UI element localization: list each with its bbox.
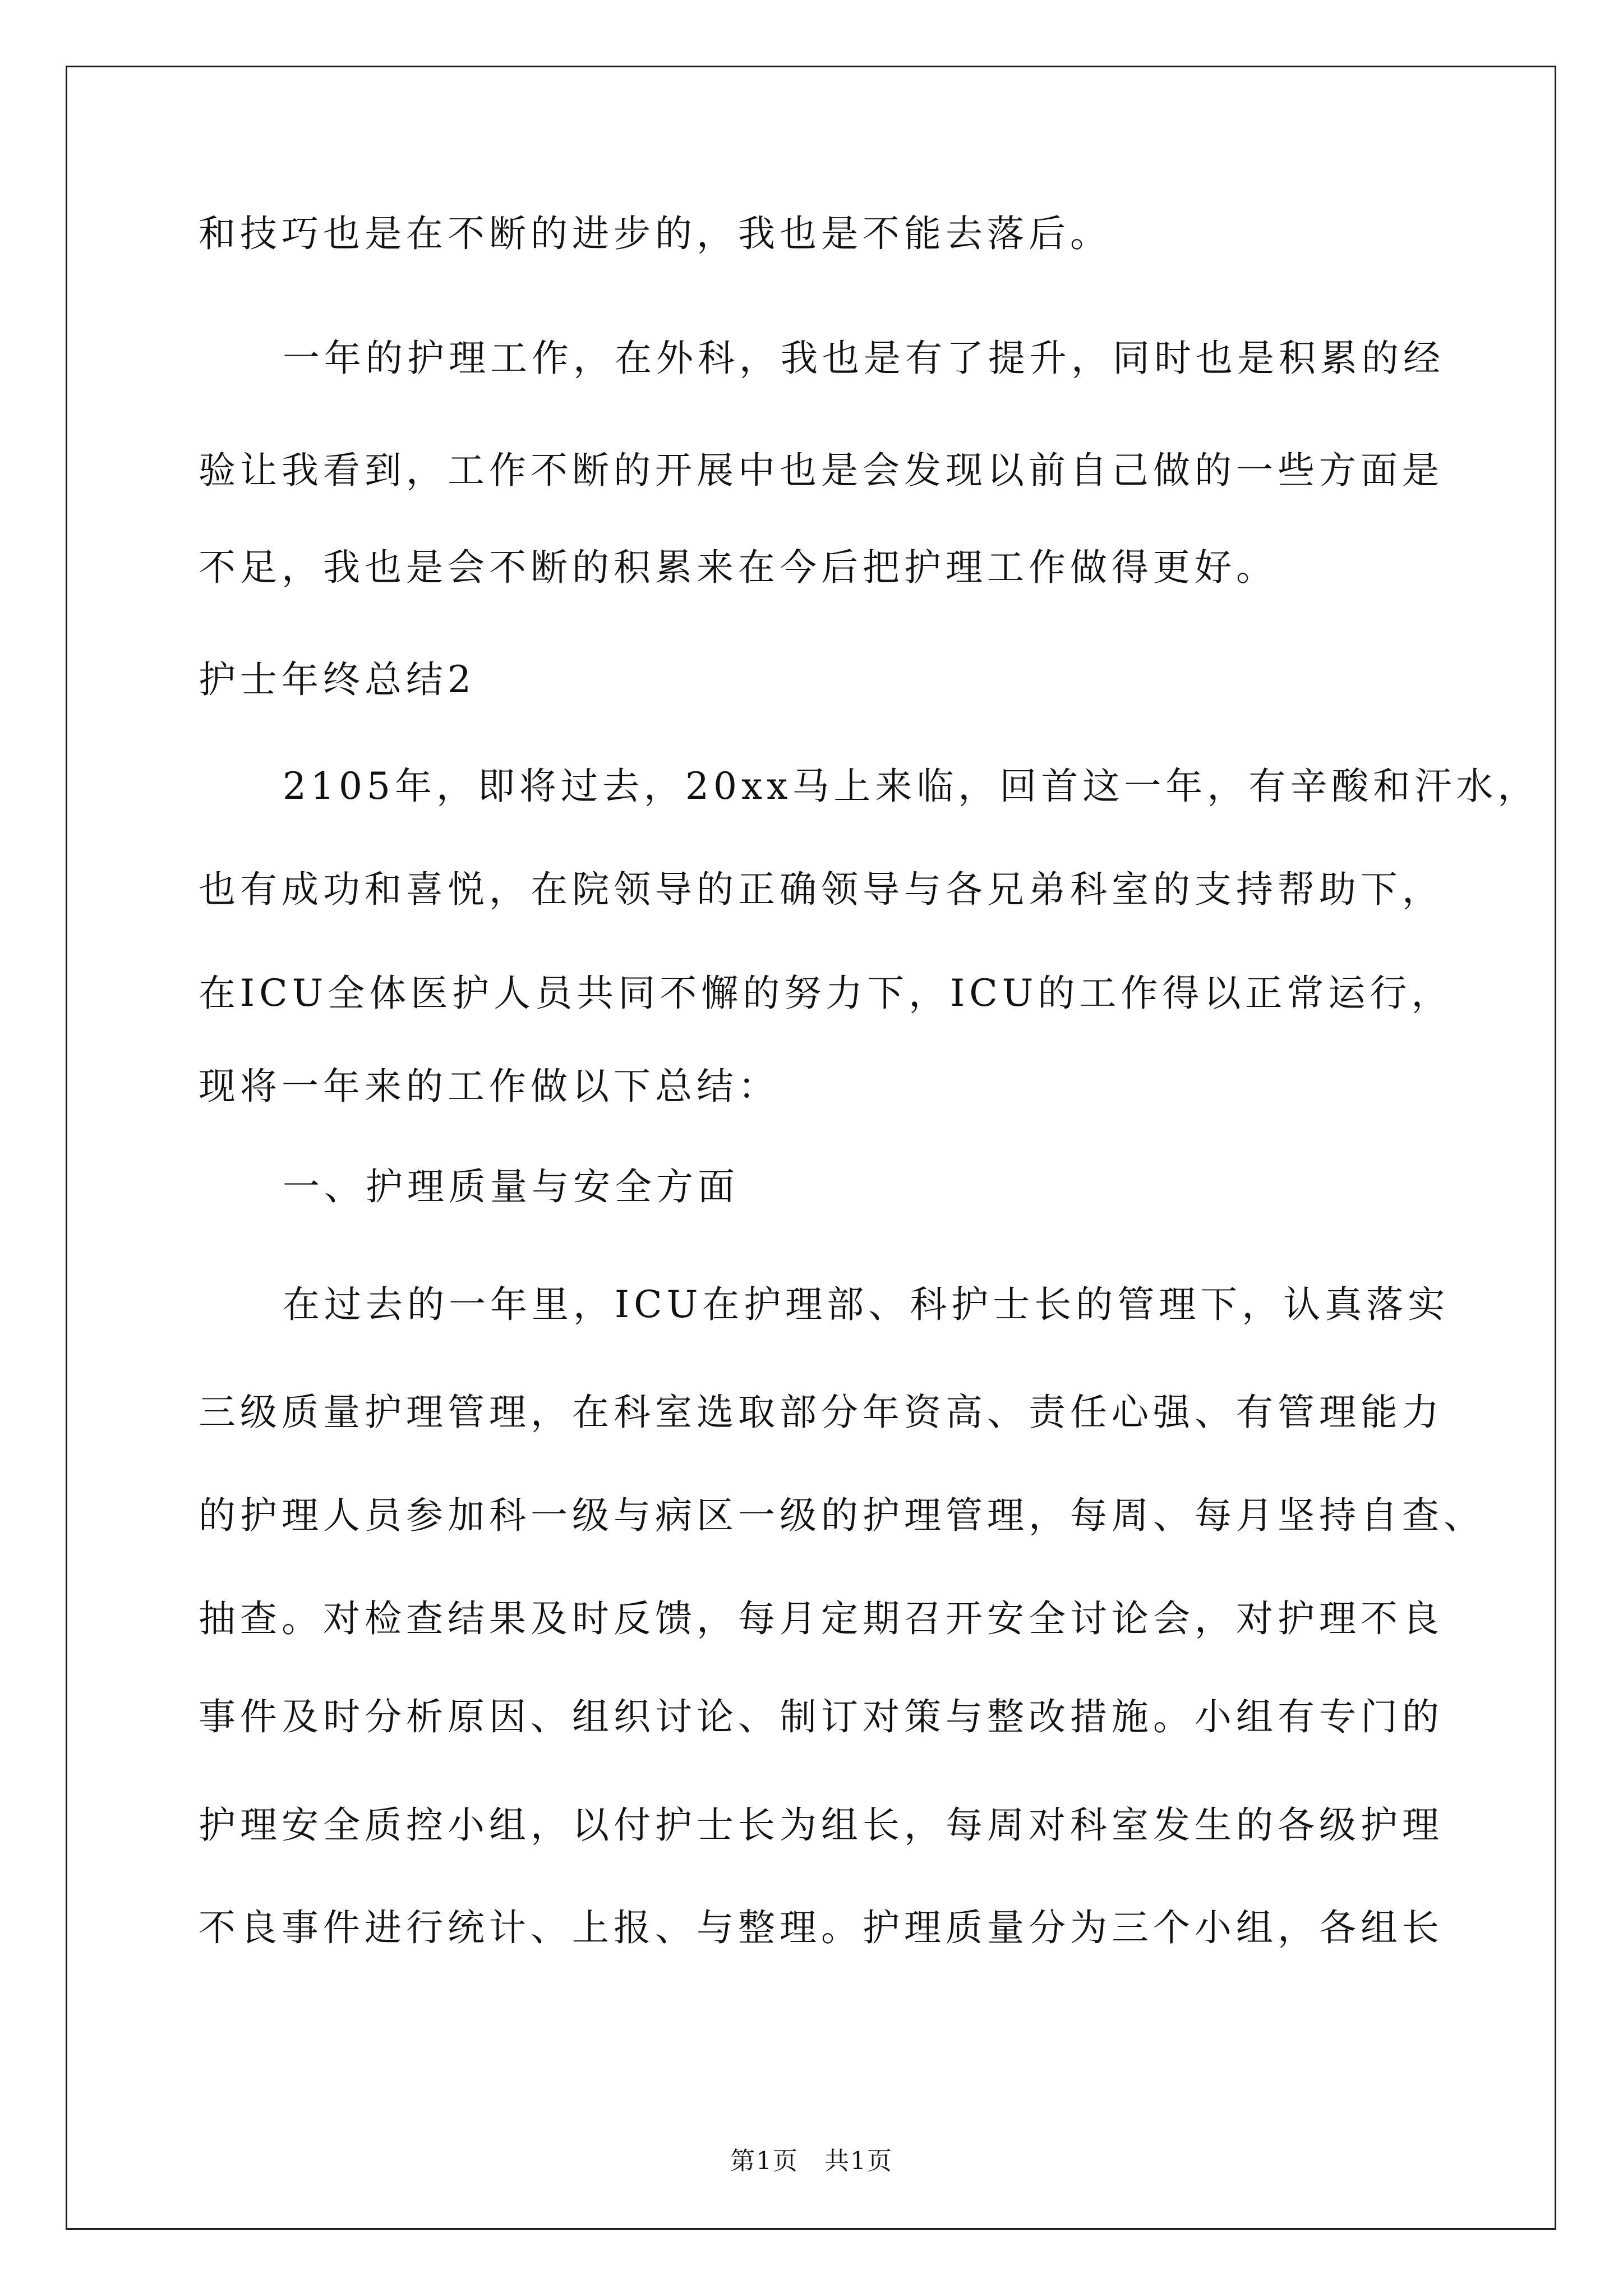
text-line: 一年的护理工作，在外科，我也是有了提升，同时也是积累的经	[283, 337, 1445, 380]
text-line: 不良事件进行统计、上报、与整理。护理质量分为三个小组，各组长	[199, 1906, 1444, 1949]
text-line: 护理安全质控小组，以付护士长为组长，每周对科室发生的各级护理	[199, 1803, 1444, 1847]
text-line: 在ICU全体医护人员共同不懈的努力下，ICU的工作得以正常运行，	[199, 972, 1453, 1015]
page-number-footer: 第1页 共1页	[730, 2147, 893, 2175]
text-line: 的护理人员参加科一级与病区一级的护理管理，每周、每月坚持自查、	[199, 1494, 1485, 1537]
text-line: 验让我看到，工作不断的开展中也是会发现以前自己做的一些方面是	[199, 449, 1444, 492]
section-heading: 护士年终总结2	[199, 658, 476, 701]
text-line: 抽查。对检查结果及时反馈，每月定期召开安全讨论会，对护理不良	[199, 1597, 1444, 1640]
text-line: 和技巧也是在不断的进步的，我也是不能去落后。	[199, 212, 1112, 255]
text-line: 三级质量护理管理，在科室选取部分年资高、责任心强、有管理能力	[199, 1391, 1444, 1434]
text-line: 在过去的一年里，ICU在护理部、科护士长的管理下，认真落实	[283, 1283, 1450, 1326]
subsection-heading: 一、护理质量与安全方面	[283, 1165, 739, 1208]
text-line: 也有成功和喜悦，在院领导的正确领导与各兄弟科室的支持帮助下，	[199, 868, 1444, 911]
text-line: 2105年，即将过去，20xx马上来临，回首这一年，有辛酸和汗水，	[283, 765, 1539, 808]
text-line: 不足，我也是会不断的积累来在今后把护理工作做得更好。	[199, 546, 1278, 589]
text-line: 现将一年来的工作做以下总结：	[199, 1065, 780, 1108]
text-line: 事件及时分析原因、组织讨论、制订对策与整改措施。小组有专门的	[199, 1695, 1444, 1738]
